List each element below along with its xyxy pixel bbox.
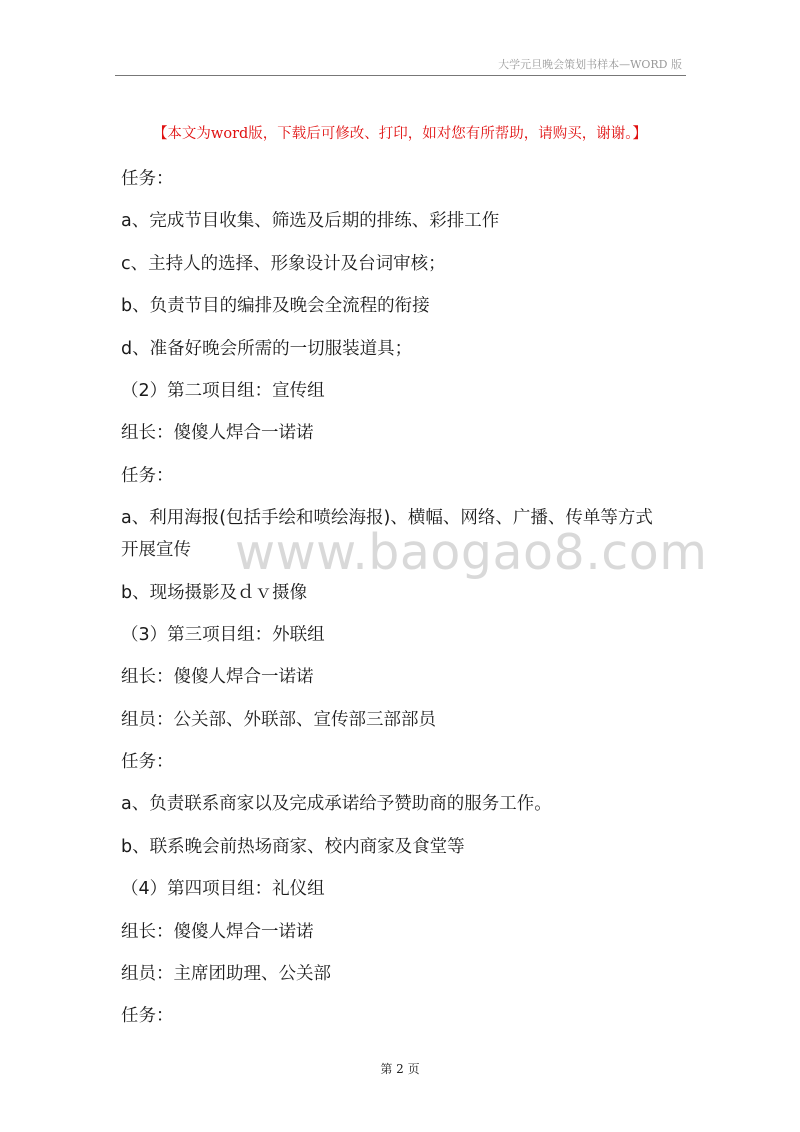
header-rule bbox=[115, 75, 686, 76]
body-line: 任务： bbox=[121, 752, 174, 773]
body-line: a、负责联系商家以及完成承诺给予赞助商的服务工作。 bbox=[121, 794, 552, 815]
notice-banner: 【本文为word版，下载后可修改、打印，如对您有所帮助，请购买，谢谢。】 bbox=[152, 126, 648, 142]
body-line: b、联系晚会前热场商家、校内商家及食堂等 bbox=[121, 836, 465, 857]
section-heading: （4）第四项目组：礼仪组 bbox=[121, 879, 325, 900]
watermark: www.baogao8.com bbox=[235, 524, 708, 581]
body-line: 组员：主席团助理、公关部 bbox=[121, 964, 331, 985]
section-heading: （3）第三项目组：外联组 bbox=[121, 624, 325, 645]
document-body bbox=[121, 169, 696, 1049]
body-line: 组长：傻傻人焊合一诺诺 bbox=[121, 667, 314, 688]
body-line: 任务： bbox=[121, 1006, 174, 1027]
body-line: 组长：傻傻人焊合一诺诺 bbox=[121, 921, 314, 942]
section-heading: （2）第二项目组：宣传组 bbox=[121, 380, 325, 401]
body-line: d、准备好晚会所需的一切服装道具； bbox=[121, 338, 413, 359]
body-line: 任务： bbox=[121, 465, 174, 486]
body-line: b、现场摄影及ｄｖ摄像 bbox=[121, 582, 308, 603]
body-line: a、完成节目收集、筛选及后期的排练、彩排工作 bbox=[121, 211, 500, 232]
body-line: 任务： bbox=[121, 169, 174, 189]
body-line: a、利用海报(包括手绘和喷绘海报)、横幅、网络、广播、传单等方式 bbox=[121, 508, 653, 529]
body-line: c、主持人的选择、形象设计及台词审核； bbox=[121, 253, 446, 274]
page-number: 第 2 页 bbox=[380, 1062, 420, 1076]
body-line: 开展宣传 bbox=[121, 540, 191, 561]
body-line: b、负责节目的编排及晚会全流程的衔接 bbox=[121, 296, 430, 317]
body-line: 组长：傻傻人焊合一诺诺 bbox=[121, 423, 314, 444]
page-header-title: 大学元旦晚会策划书样本—WORD 版 bbox=[498, 58, 682, 71]
body-line: 组员：公关部、外联部、宣传部三部部员 bbox=[121, 709, 436, 730]
